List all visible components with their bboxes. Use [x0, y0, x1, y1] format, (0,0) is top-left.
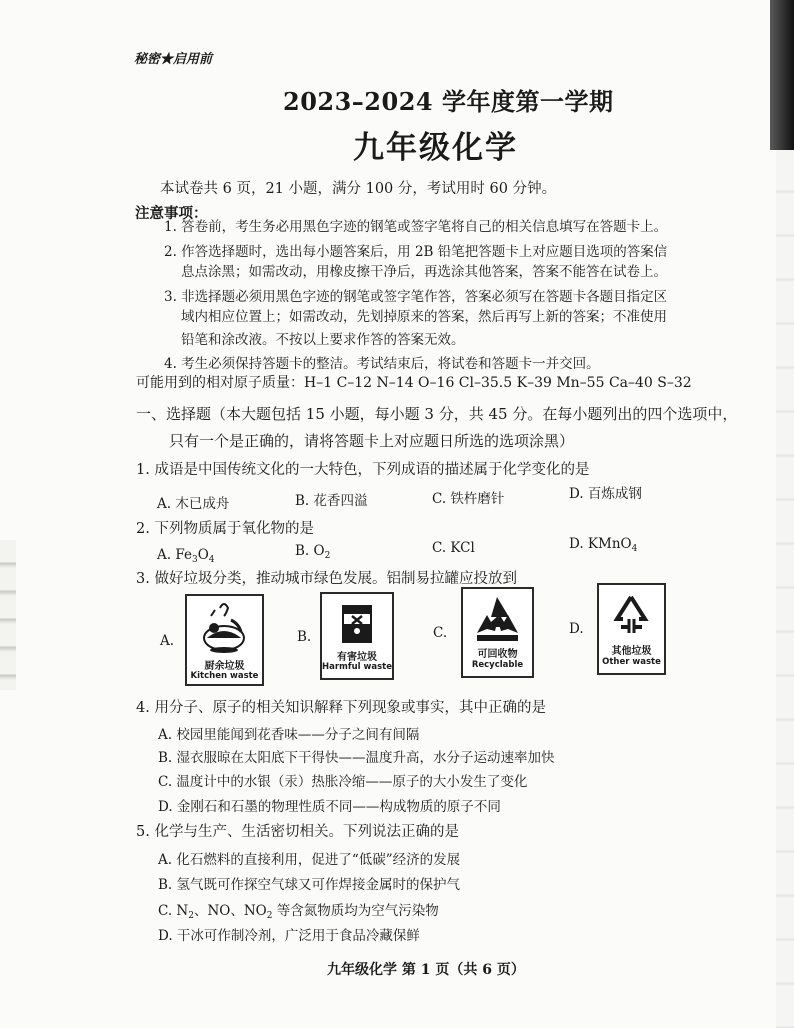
kitchen-waste-cn: 厨余垃圾: [204, 661, 245, 672]
q1-option-d: D. 百炼成钢: [569, 486, 642, 502]
recyclable-cn: 可回收物: [477, 649, 518, 660]
q2-stem: 2. 下列物质属于氧化物的是: [136, 521, 314, 537]
q4-option-d: D. 金刚石和石墨的物理性质不同——构成物质的原子不同: [158, 799, 501, 815]
harmful-waste-icon: [322, 598, 392, 654]
q2-option-b: B. $O_2$: [295, 543, 331, 561]
q1-stem: 1. 成语是中国传统文化的一大特色，下列成语的描述属于化学变化的是: [136, 462, 590, 478]
q1-option-c: C. 铁杵磨针: [432, 491, 505, 507]
q5-option-c: C. $N_2$、NO、$NO_2$ 等含氮物质均为空气污染物: [158, 903, 439, 921]
harmful-waste-cn: 有害垃圾: [337, 652, 377, 663]
harmful-waste-bin: [320, 592, 394, 680]
q3-label-b: B.: [297, 629, 312, 645]
q4-stem: 4. 用分子、原子的相关知识解释下列现象或事实，其中正确的是: [136, 700, 546, 716]
q5-option-a: A. 化石燃料的直接利用，促进了“低碳”经济的发展: [158, 852, 461, 868]
q3-label-d: D.: [569, 621, 584, 637]
page-footer: 九年级化学 第 1 页（共 6 页）: [327, 962, 525, 978]
notice-item-3-cont: 域内相应位置上；如需改动，先划掉原来的答案，然后再写上新的答案；不准使用: [181, 309, 667, 325]
section-1-title: 一、选择题（本大题包括 15 小题，每小题 3 分，共 45 分。在每小题列出的四个选项中，: [136, 405, 738, 423]
other-waste-cn: 其他垃圾: [611, 646, 652, 657]
recyclable-bin: [461, 587, 534, 678]
section-1-note: 只有一个是正确的，请将答题卡上对应题日所选的选项涂黑）: [169, 432, 575, 450]
recyclable-en: Recyclable: [471, 660, 524, 670]
scan-right-edge: [776, 150, 794, 1028]
q5-stem: 5. 化学与生产、生活密切相关。下列说法正确的是: [136, 824, 459, 840]
scan-left-edge: [0, 540, 16, 690]
notice-item-1: 1. 答卷前，考生务必用黑色字迹的钢笔或签字笔将自己的相关信息填写在答题卡上。: [164, 219, 668, 235]
recycle-icon: [463, 591, 532, 651]
kitchen-waste-bin: [185, 594, 264, 686]
atomic-masses-line: 可能用到的相对原子质量：H–1 C–12 N–14 O–16 Cl–35.5 K–39 Mn–55 Ca–40 S–32: [136, 375, 692, 391]
q2-option-a: A. $Fe_3O_4$: [157, 547, 215, 565]
q4-option-a: A. 校园里能闻到花香味——分子之间有间隔: [158, 727, 420, 743]
exam-term: 2023–2024 学年度第一学期: [283, 87, 614, 116]
notice-item-3: 3. 非选择题必须用黑色字迹的钢笔或签字笔作答，答案必须写在答题卡各题目指定区: [164, 289, 668, 305]
q2-option-d: D. KMnO$_4$: [569, 536, 638, 554]
harmful-waste-en: Harmful waste: [322, 662, 392, 672]
q3-stem: 3. 做好垃圾分类，推动城市绿色发展。铝制易拉罐应投放到: [136, 571, 517, 587]
confidential-mark: 秘密★启用前: [134, 52, 213, 67]
notice-heading: 注意事项：: [135, 205, 208, 222]
scan-dark-edge: [770, 0, 794, 150]
other-waste-en: Other waste: [602, 657, 661, 667]
q4-option-c: C. 温度计中的水银（汞）热胀冷缩——原子的大小发生了变化: [158, 774, 528, 790]
q3-label-c: C.: [433, 625, 448, 641]
other-waste-bin: [597, 583, 666, 675]
q1-option-b: B. 花香四溢: [295, 493, 368, 509]
kitchen-waste-en: Kitchen waste: [190, 671, 259, 681]
q2-option-c: C. KCl: [432, 540, 475, 556]
q3-label-a: A.: [160, 633, 175, 649]
kitchen-waste-icon: [187, 598, 262, 660]
notice-item-2-cont: 息点涂黑；如需改动，用橡皮擦干净后，再选涂其他答案，答案不能答在试卷上。: [181, 264, 667, 280]
q1-option-a: A. 木已成舟: [157, 496, 230, 512]
other-waste-icon: [599, 593, 664, 643]
q5-option-b: B. 氢气既可作探空气球又可作焊接金属时的保护气: [158, 877, 461, 893]
notice-item-3-cont2: 铅笔和涂改液。不按以上要求作答的答案无效。: [181, 332, 465, 348]
exam-subject-title: 九年级化学: [353, 130, 518, 166]
notice-item-2: 2. 作答选择题时，选出每小题答案后，用 2B 铅笔把答题卡上对应题目选项的答案信: [164, 244, 668, 260]
exam-intro: 本试卷共 6 页，21 小题，满分 100 分，考试用时 60 分钟。: [160, 181, 557, 197]
q5-option-d: D. 干冰可作制冷剂，广泛用于食品冷藏保鲜: [158, 928, 420, 944]
notice-item-4: 4. 考生必须保持答题卡的整洁。考试结束后，将试卷和答题卡一并交回。: [164, 356, 600, 372]
q4-option-b: B. 湿衣服晾在太阳底下干得快——温度升高，水分子运动速率加快: [158, 750, 555, 766]
